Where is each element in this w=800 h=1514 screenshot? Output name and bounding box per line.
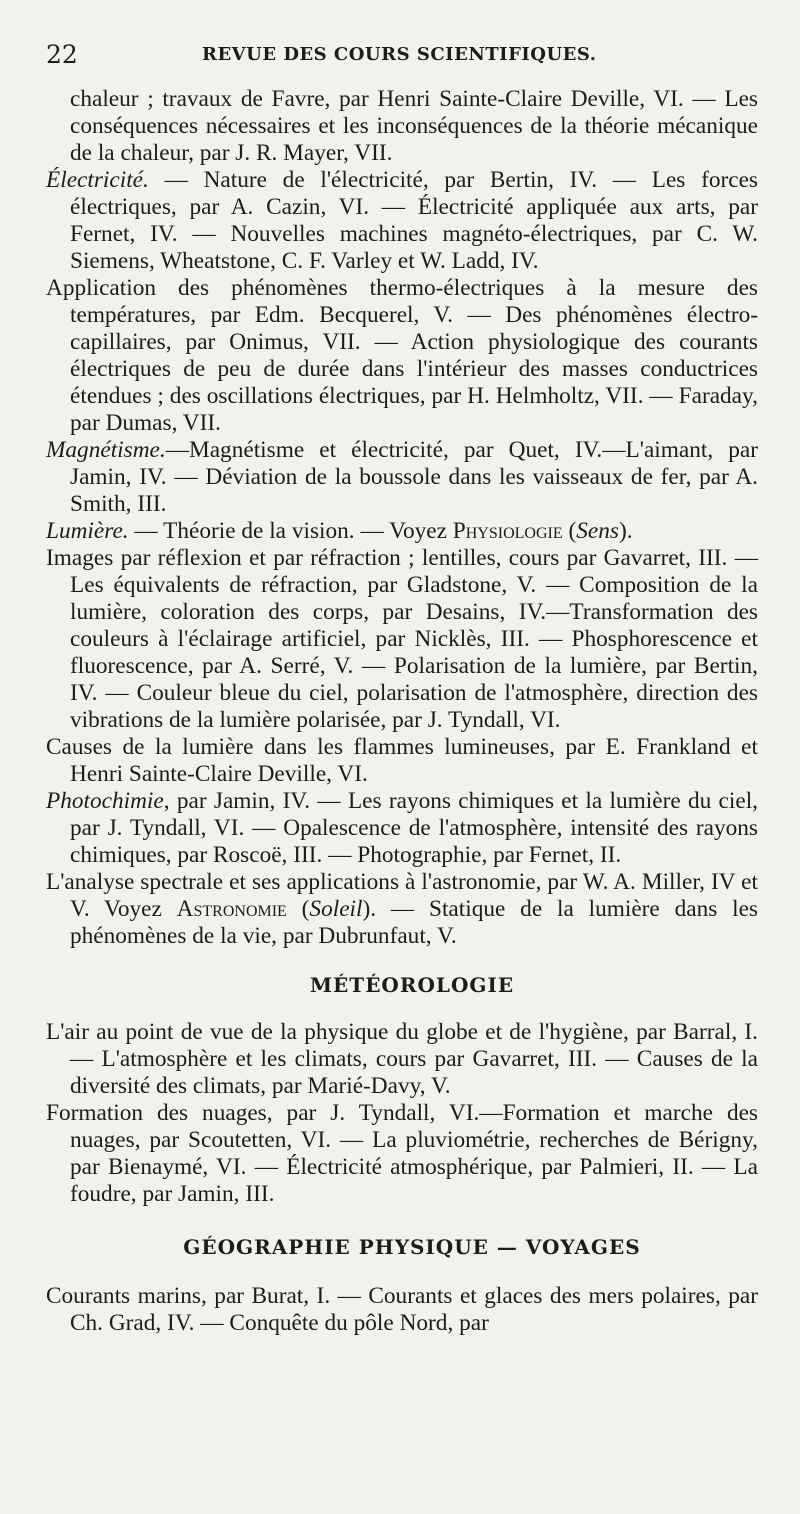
paragraph-text: Courants marins, par Burat, I. — Courants et glaces des mers polaires, par Ch. Grad, IV. — Conquête du pôle Nord, par bbox=[46, 1283, 758, 1336]
subject-heading: Photochimie bbox=[46, 788, 164, 814]
cross-reference-sub: Soleil bbox=[309, 896, 363, 922]
paragraph bbox=[46, 788, 758, 869]
paragraph-text: —Magnétisme et électricité, par Quet, IV.—L'aimant, par Jamin, IV. — Déviation de la boussole dans les vaisseaux de fer, par A. Smith, III. bbox=[70, 437, 758, 517]
paragraph bbox=[46, 734, 758, 788]
paragraph-text: — Théorie de la vision. — Voyez bbox=[128, 518, 453, 544]
paragraph bbox=[46, 1019, 758, 1100]
paragraph bbox=[46, 167, 758, 275]
paragraph bbox=[46, 86, 758, 167]
paragraph-text: Formation des nuages, par J. Tyndall, VI.—Formation et marche des nuages, par Scoutetten, VI. — La pluviométrie, recherches de Bérigny, par Bienaymé, VI. — Électricité atmosphérique, par Palmieri, II. — La foudre, par Jamin, III. bbox=[46, 1100, 758, 1207]
paragraph bbox=[46, 869, 758, 950]
paragraph-text: Causes de la lumière dans les flammes lumineuses, par E. Frankland et Henri Sainte-Claire Deville, VI. bbox=[46, 734, 758, 787]
cross-reference: Astronomie bbox=[176, 896, 287, 922]
paragraph-text: Images par réflexion et par réfraction ; lentilles, cours par Gavarret, III. — Les équivalents de réfraction, par Gladstone, V. — Composition de la lumière, coloration des corps, par Desains, IV.—Transformation des couleurs à l'éclairage artificiel, par Nicklès, III. — Phosphorescence et fluorescence, par A. Serré, V. — Polarisation de la lumière, par Bertin, IV. — Couleur bleue du ciel, polarisation de l'atmosphère, direction des vibrations de la lumière polarisée, par J. Tyndall, VI. bbox=[46, 545, 758, 733]
subject-heading: Lumière. bbox=[46, 518, 129, 544]
paragraph-text: ). — Statique de la lumière dans les phénomènes de la vie, par Dubrunfaut, V. bbox=[70, 896, 758, 949]
section-heading-meteorologie: MÉTÉOROLOGIE bbox=[309, 973, 515, 997]
subject-heading: Magnétisme. bbox=[46, 437, 166, 463]
page-number: 22 bbox=[46, 40, 78, 69]
paragraph-text: ( bbox=[286, 896, 310, 922]
paragraph-text: , par Jamin, IV. — Les rayons chimiques et la lumière du ciel, par J. Tyndall, VI. — Opalescence de l'atmosphère, intensité des rayons chimiques, par Roscoë, III. — Photographie, par Fernet, II. bbox=[70, 788, 758, 868]
paragraph bbox=[46, 1283, 758, 1337]
paragraph bbox=[46, 275, 758, 437]
paragraph bbox=[46, 518, 758, 545]
body-text bbox=[46, 86, 758, 1337]
paragraph-text: L'air au point de vue de la physique du globe et de l'hygiène, par Barral, I. — L'atmosphère et les climats, cours par Gavarret, III. — Causes de la diversité des climats, par Marié-Davy, V. bbox=[46, 1019, 758, 1099]
cross-reference-sub: Sens bbox=[576, 518, 619, 544]
paragraph-text: ). bbox=[618, 518, 633, 544]
running-header bbox=[46, 40, 758, 86]
subject-heading: Électricité. bbox=[46, 167, 149, 193]
paragraph-text: — Nature de l'électricité, par Bertin, IV. — Les forces électriques, par A. Cazin, VI. — Électricité appliquée aux arts, par Fernet, IV. — Nouvelles machines magnéto-électriques, par C. W. Siemens, Wheatstone, C. F. Varley et W. Ladd, IV. bbox=[70, 167, 758, 274]
running-title: REVUE DES COURS SCIENTIFIQUES. bbox=[202, 44, 597, 65]
paragraph-text: L'analyse spectrale et ses applications à l'astronomie, par W. A. Miller, IV et V. Voyez bbox=[46, 869, 758, 922]
paragraph-text: ( bbox=[562, 518, 577, 544]
paragraph bbox=[46, 1100, 758, 1208]
paragraph bbox=[46, 545, 758, 734]
paragraph-text: chaleur ; travaux de Favre, par Henri Sainte-Claire Deville, VI. — Les conséquences nécessaires et les inconséquences de la théorie mécanique de la chaleur, par J. R. Mayer, VII. bbox=[70, 86, 758, 166]
paragraph bbox=[46, 437, 758, 518]
cross-reference: Physiologie bbox=[452, 518, 563, 544]
document-page bbox=[0, 40, 800, 1514]
section-heading-geographie: GÉOGRAPHIE PHYSIQUE — VOYAGES bbox=[183, 1235, 641, 1259]
paragraph-text: Application des phénomènes thermo-électriques à la mesure des températures, par Edm. Becquerel, V. — Des phénomènes électro-capillaires, par Onimus, VII. — Action physiologique des courants électriques de peu de durée dans l'intérieur des masses conductrices étendues ; des oscillations électriques, par H. Helmholtz, VII. — Faraday, par Dumas, VII. bbox=[46, 275, 758, 436]
